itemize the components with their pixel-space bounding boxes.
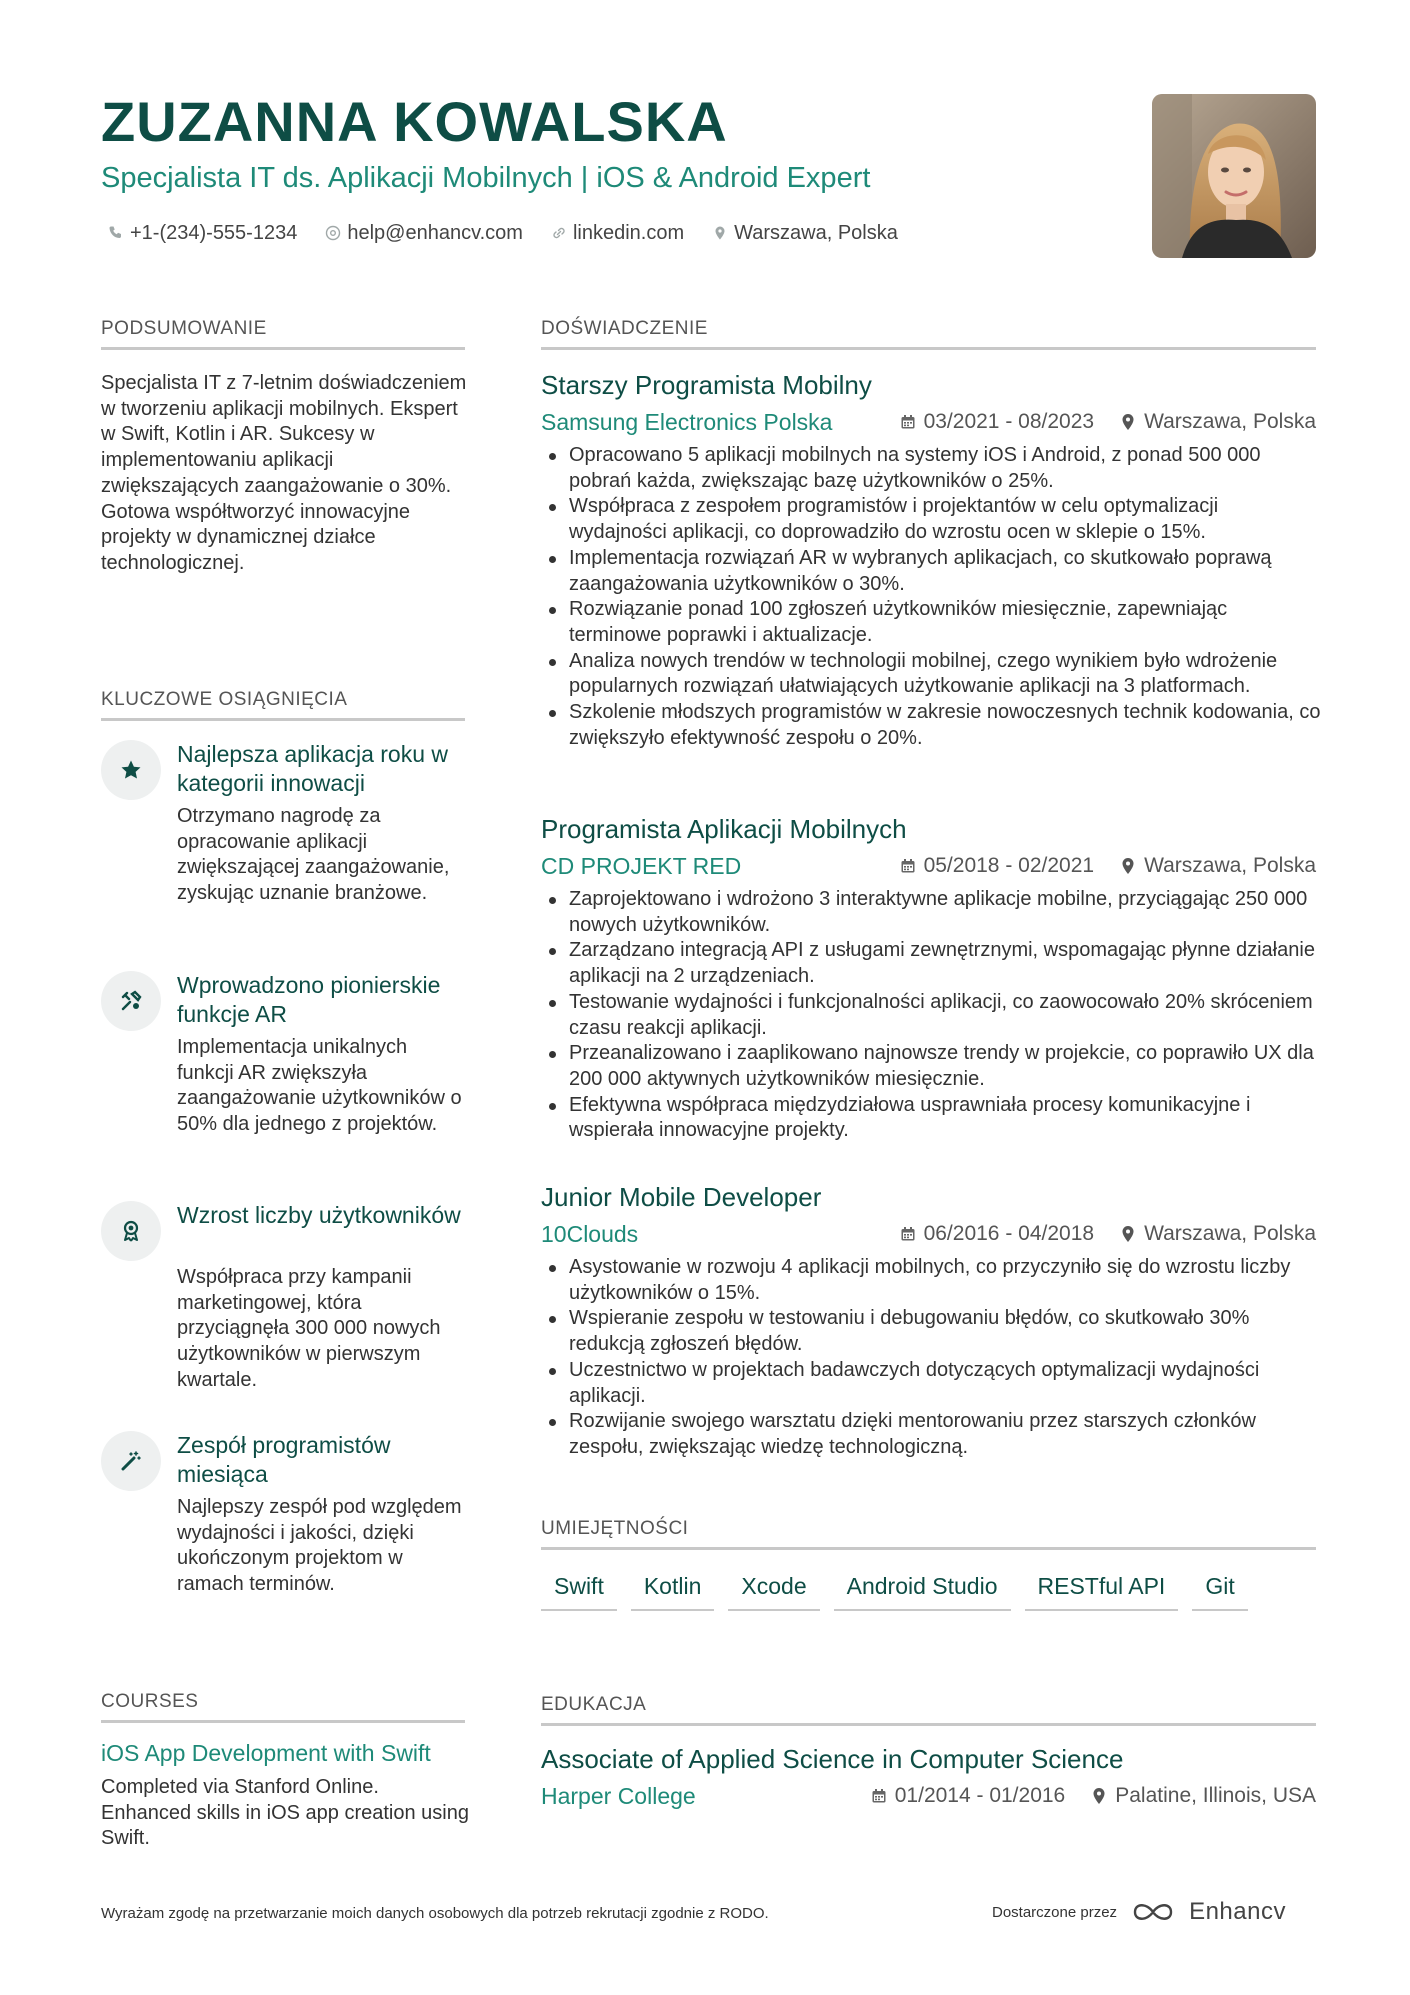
education-location [1091,1780,1316,1812]
contact-email[interactable] [325,218,523,248]
location-text: Palatine, Illinois, USA [1115,1784,1316,1807]
achievement-desc: Otrzymano nagrodę za opracowanie aplikacji zwiększającej zaangażowanie, zyskując uznanie branżowe. [177,805,450,905]
bullet-item: Implementacja rozwiązań AR w wybranych aplikacjach, co skutkowało poprawą zaangażowania użytkowników o 30%. [541,546,1321,597]
candidate-name: ZUZANNA KOWALSKA [101,90,728,153]
location-text: Warszawa, Polska [1144,854,1316,877]
job-bullets [541,443,1321,751]
job-meta [541,850,1316,882]
job-meta [541,1218,1316,1250]
bullet-item: Zarządzano integracją API z usługami zewnętrznymi, wspomagając płynne działanie aplikacji na 2 urządzeniach. [541,938,1321,989]
job-location [1120,406,1316,438]
job-bullets [541,1255,1321,1461]
job-location [1120,1218,1316,1250]
bullet-item: Wspieranie zespołu w testowaniu i debugowaniu błędów, co skutkowało 30% redukcją zgłoszeń błędów. [541,1306,1321,1357]
location-pin-icon [1120,1225,1136,1243]
section-header-experience: DOŚWIADCZENIE [541,317,1316,350]
at-icon [325,225,341,241]
email-text: help@enhancv.com [347,222,523,244]
skill-tag: Swift [541,1569,617,1611]
magic-wand-icon [101,1431,161,1491]
bullet-item: Testowanie wydajności i funkcjonalności aplikacji, co zaowocowało 20% skróceniem czasu reakcji aplikacji. [541,990,1321,1041]
job-dates [900,406,1094,438]
bullet-item: Rozwijanie swojego warsztatu dzięki mentorowaniu przez starszych członków zespołu, zwiększając wiedzę technologiczną. [541,1409,1321,1460]
section-header-skills: UMIEJĘTNOŚCI [541,1517,1316,1550]
section-header-courses: COURSES [101,1690,465,1723]
course-desc: Completed via Stanford Online. Enhanced skills in iOS app creation using Swift. [101,1776,469,1850]
skill-tag: Git [1192,1569,1247,1611]
phone-text: +1-(234)-555-1234 [130,222,298,244]
job-title: Starszy Programista Mobilny [541,370,872,400]
location-text: Warszawa, Polska [1144,1222,1316,1245]
job-bullets [541,887,1321,1144]
job-meta [541,406,1316,438]
location-text: Warszawa, Polska [1144,410,1316,433]
achievement-title: Wprowadzono pionierskie funkcje AR [177,972,441,1027]
education-dates [871,1780,1065,1812]
school-name: Harper College [541,1783,696,1809]
job-location [1120,850,1316,882]
consent-text: Wyrażam zgodę na przetwarzanie moich danych osobowych dla potrzeb rekrutacji zgodnie z RODO. [101,1905,769,1922]
skills-list [541,1569,1248,1611]
tools-icon [101,971,161,1031]
dates-text: 03/2021 - 08/2023 [923,410,1095,433]
skill-tag: Kotlin [631,1569,715,1611]
company-name: Samsung Electronics Polska [541,409,833,435]
profile-photo [1152,94,1316,258]
skill-tag: RESTful API [1025,1569,1179,1611]
section-header-education: EDUKACJA [541,1693,1316,1726]
link-icon [551,225,567,241]
phone-icon [108,225,124,241]
summary-text: Specjalista IT z 7-letnim doświadczeniem w tworzeniu aplikacji mobilnych. Ekspert w Swift, Kotlin i AR. Sukcesy w implementowaniu aplikacji zwiększających zaangażowanie o 30%. Gotowa współtworzyć innowacyjne projekty w dynamicznej działce technologicznej. [101,372,467,574]
skill-tag: Xcode [728,1569,819,1611]
contact-location [712,218,898,248]
contact-linkedin[interactable] [551,218,684,248]
location-pin-icon [1120,413,1136,431]
bullet-item: Szkolenie młodszych programistów w zakresie nowoczesnych technik kodowania, co zwiększyło efektywność zespołu o 20%. [541,700,1321,751]
dates-text: 06/2016 - 04/2018 [923,1222,1095,1245]
skill-tag: Android Studio [834,1569,1011,1611]
award-icon [101,1201,161,1261]
company-name: CD PROJEKT RED [541,853,742,879]
bullet-item: Efektywna współpraca międzydziałowa usprawniała procesy komunikacyjne i wspierała innowacyjne projekty. [541,1093,1321,1144]
bullet-item: Analiza nowych trendów w technologii mobilnej, czego wynikiem było wdrożenie popularnych rozwiązań ułatwiających użytkowanie aplikacji na 3 platformach. [541,649,1321,700]
calendar-icon [900,1226,916,1242]
job-title: Programista Aplikacji Mobilnych [541,814,907,844]
calendar-icon [871,1788,887,1804]
achievement-title: Wzrost liczby użytkowników [177,1202,461,1228]
section-header-summary: PODSUMOWANIE [101,317,465,350]
achievement-title: Najlepsza aplikacja roku w kategorii innowacji [177,741,449,796]
bullet-item: Asystowanie w rozwoju 4 aplikacji mobilnych, co przyczyniło się do wzrostu liczby użytkowników o 15%. [541,1255,1321,1306]
dates-text: 05/2018 - 02/2021 [923,854,1095,877]
location-pin-icon [1091,1787,1107,1805]
calendar-icon [900,858,916,874]
star-icon [101,740,161,800]
contact-row [108,218,898,248]
achievement-desc: Współpraca przy kampanii marketingowej, która przyciągnęła 300 000 nowych użytkowników w pierwszym kwartale. [177,1266,441,1391]
job-dates [900,850,1094,882]
candidate-title: Specjalista IT ds. Aplikacji Mobilnych | iOS & Android Expert [101,162,871,194]
enhancv-logo-icon [1129,1899,1177,1925]
bullet-item: Współpraca z zespołem programistów i projektantów w celu optymalizacji wydajności aplikacji, co doprowadziło do wzrostu ocen w sklepie o 15%. [541,494,1321,545]
achievement-desc: Implementacja unikalnych funkcji AR zwiększyła zaangażowanie użytkowników o 50% dla jednego z projektów. [177,1036,462,1136]
calendar-icon [900,414,916,430]
education-meta [541,1780,1316,1812]
achievement-desc: Najlepszy zespół pod względem wydajności i jakości, dzięki ukończonym projektom w ramach terminów. [177,1496,462,1596]
company-name: 10Clouds [541,1221,639,1247]
contact-phone[interactable] [108,218,297,248]
linkedin-text: linkedin.com [572,222,685,244]
dates-text: 01/2014 - 01/2016 [894,1784,1066,1807]
location-pin-icon [712,225,728,241]
bullet-item: Zaprojektowano i wdrożono 3 interaktywne aplikacje mobilne, przyciągając 250 000 nowych użytkowników. [541,887,1321,938]
powered-by[interactable] [992,1898,1286,1926]
location-pin-icon [1120,857,1136,875]
bullet-item: Uczestnictwo w projektach badawczych dotyczących optymalizacji wydajności aplikacji. [541,1358,1321,1409]
job-title: Junior Mobile Developer [541,1182,822,1212]
job-dates [900,1218,1094,1250]
bullet-item: Przeanalizowano i zaaplikowano najnowsze trendy w projekcie, co poprawiło UX dla 200 000 aktywnych użytkowników miesięcznie. [541,1041,1321,1092]
bullet-item: Rozwiązanie ponad 100 zgłoszeń użytkowników miesięcznie, zapewniając terminowe poprawki i aktualizacje. [541,597,1321,648]
brand-name: Enhancv [1189,1898,1286,1925]
achievement-title: Zespół programistów miesiąca [177,1432,391,1487]
section-header-achievements: KLUCZOWE OSIĄGNIĘCIA [101,688,465,721]
education-degree: Associate of Applied Science in Computer Science [541,1744,1124,1774]
powered-by-label: Dostarczone przez [992,1903,1118,1921]
bullet-item: Opracowano 5 aplikacji mobilnych na systemy iOS i Android, z ponad 500 000 pobrań każda, zwiększając bazę użytkowników o 25%. [541,443,1321,494]
location-text: Warszawa, Polska [734,222,898,244]
course-title: iOS App Development with Swift [101,1740,431,1766]
